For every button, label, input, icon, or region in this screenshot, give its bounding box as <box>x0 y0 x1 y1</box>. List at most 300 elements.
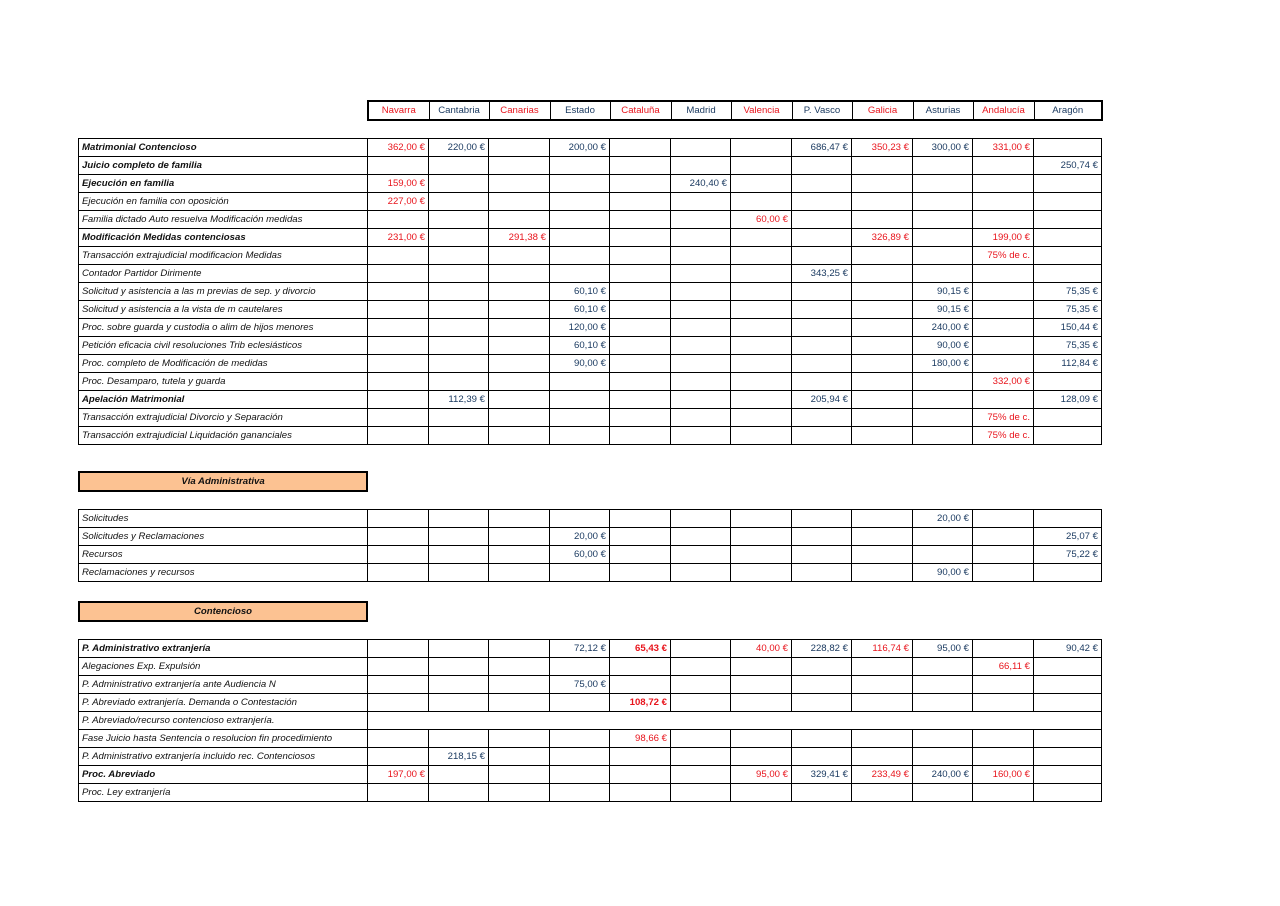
fee-cell-galicia <box>852 730 913 748</box>
via-administrativa-table <box>78 509 1102 582</box>
table-row <box>79 766 1102 784</box>
section-title-contencioso: Contencioso <box>78 601 368 622</box>
fee-cell-estado <box>550 391 610 409</box>
row-label: Transacción extrajudicial Liquidación gananciales <box>79 427 368 445</box>
fee-cell-cantabria <box>429 427 489 445</box>
fee-cell-cataluna: 65,43 € <box>610 640 671 658</box>
fee-cell-p-vasco: 205,94 € <box>792 391 852 409</box>
fee-cell-cataluna <box>610 193 671 211</box>
table-row <box>79 319 1102 337</box>
fee-cell-p-vasco: 329,41 € <box>792 766 852 784</box>
fee-cell-valencia <box>731 283 792 301</box>
fee-cell-cantabria <box>429 355 489 373</box>
fee-cell-navarra <box>368 730 429 748</box>
fee-cell-andalucia: 75% de c. <box>973 247 1034 265</box>
fee-cell-valencia <box>731 391 792 409</box>
fee-cell-madrid <box>671 391 731 409</box>
fee-cell-andalucia <box>973 337 1034 355</box>
table-row <box>79 528 1102 546</box>
fee-cell-estado <box>550 211 610 229</box>
fee-cell-galicia: 233,49 € <box>852 766 913 784</box>
region-header-galicia: Galicia <box>852 101 913 120</box>
fee-cell-navarra <box>368 409 429 427</box>
fee-cell-cantabria <box>429 784 489 802</box>
fee-cell-p-vasco <box>792 427 852 445</box>
fee-cell-canarias <box>489 546 550 564</box>
table-row <box>79 409 1102 427</box>
table-row <box>79 640 1102 658</box>
fee-cell-estado <box>550 784 610 802</box>
fee-cell-asturias <box>913 265 973 283</box>
fee-cell-valencia <box>731 694 792 712</box>
fee-cell-madrid <box>671 301 731 319</box>
contencioso-fees-table <box>78 639 1102 802</box>
fee-cell-canarias <box>489 676 550 694</box>
region-header-estado: Estado <box>550 101 610 120</box>
fee-cell-cataluna <box>610 546 671 564</box>
row-label: Transacción extrajudicial Divorcio y Separación <box>79 409 368 427</box>
fee-cell-valencia <box>731 229 792 247</box>
fee-cell-aragon <box>1034 676 1102 694</box>
fee-cell-cantabria <box>429 319 489 337</box>
fee-cell-valencia <box>731 510 792 528</box>
row-label: Solicitudes y Reclamaciones <box>79 528 368 546</box>
fee-cell-estado <box>550 157 610 175</box>
fee-cell-madrid <box>671 193 731 211</box>
fee-cell-galicia <box>852 337 913 355</box>
row-label: Solicitudes <box>79 510 368 528</box>
fee-cell-navarra: 231,00 € <box>368 229 429 247</box>
fee-cell-navarra <box>368 676 429 694</box>
fee-cell-cataluna <box>610 229 671 247</box>
fee-cell-cataluna: 108,72 € <box>610 694 671 712</box>
fee-cell-andalucia <box>973 676 1034 694</box>
fee-cell-navarra <box>368 784 429 802</box>
fee-cell-andalucia: 75% de c. <box>973 427 1034 445</box>
fee-cell-asturias: 180,00 € <box>913 355 973 373</box>
fee-cell-madrid <box>671 766 731 784</box>
fee-cell-aragon: 75,35 € <box>1034 301 1102 319</box>
fee-cell-galicia <box>852 409 913 427</box>
fee-cell-cataluna <box>610 319 671 337</box>
fee-cell-cataluna <box>610 766 671 784</box>
fee-cell-cataluna <box>610 301 671 319</box>
region-header-andalucia: Andalucía <box>973 101 1034 120</box>
fee-cell-madrid <box>671 427 731 445</box>
fee-cell-aragon <box>1034 784 1102 802</box>
fee-cell-cantabria <box>429 283 489 301</box>
fee-cell-cantabria <box>429 766 489 784</box>
fee-cell-p-vasco <box>792 564 852 582</box>
fee-cell-estado <box>550 427 610 445</box>
fee-cell-estado <box>550 175 610 193</box>
fee-cell-canarias <box>489 766 550 784</box>
fee-cell-p-vasco <box>792 748 852 766</box>
fee-cell-asturias <box>913 211 973 229</box>
fee-cell-asturias: 240,00 € <box>913 319 973 337</box>
fee-cell-valencia <box>731 748 792 766</box>
fee-cell-valencia <box>731 355 792 373</box>
fee-cell-valencia <box>731 319 792 337</box>
fee-cell-p-vasco <box>792 784 852 802</box>
fee-cell-aragon <box>1034 265 1102 283</box>
fee-cell-aragon: 150,44 € <box>1034 319 1102 337</box>
fee-cell-cataluna <box>610 564 671 582</box>
fee-cell-asturias: 90,00 € <box>913 564 973 582</box>
fee-cell-cantabria <box>429 157 489 175</box>
table-row <box>79 510 1102 528</box>
fee-cell-navarra <box>368 640 429 658</box>
fee-cell-aragon <box>1034 373 1102 391</box>
fee-cell-estado <box>550 730 610 748</box>
fee-cell-valencia <box>731 373 792 391</box>
fee-cell-canarias <box>489 640 550 658</box>
row-label: Recursos <box>79 546 368 564</box>
row-label: P. Administrativo extranjería incluido rec. Contenciosos <box>79 748 368 766</box>
fee-cell-valencia <box>731 546 792 564</box>
fee-cell-andalucia <box>973 301 1034 319</box>
fee-cell-galicia <box>852 355 913 373</box>
fee-cell-estado <box>550 409 610 427</box>
table-row <box>79 157 1102 175</box>
fee-cell-galicia <box>852 694 913 712</box>
fee-cell-estado: 60,10 € <box>550 301 610 319</box>
fee-cell-andalucia <box>973 175 1034 193</box>
fee-cell-asturias <box>913 157 973 175</box>
fee-cell-andalucia <box>973 730 1034 748</box>
fee-cell-navarra <box>368 211 429 229</box>
fee-cell-valencia <box>731 676 792 694</box>
fee-cell-galicia <box>852 319 913 337</box>
fee-cell-madrid <box>671 283 731 301</box>
fee-cell-p-vasco <box>792 730 852 748</box>
fee-cell-cataluna <box>610 391 671 409</box>
fee-cell-valencia <box>731 265 792 283</box>
fee-cell-estado: 20,00 € <box>550 528 610 546</box>
fee-cell-cataluna <box>610 427 671 445</box>
fee-cell-galicia <box>852 546 913 564</box>
fee-cell-galicia <box>852 658 913 676</box>
fee-cell-andalucia <box>973 528 1034 546</box>
row-label: P. Abreviado/recurso contencioso extranjería. <box>79 712 368 730</box>
region-header-cataluna: Cataluña <box>610 101 671 120</box>
region-header-row <box>367 100 1103 121</box>
fee-cell-galicia <box>852 784 913 802</box>
fee-cell-p-vasco <box>792 283 852 301</box>
table-row <box>79 265 1102 283</box>
fee-cell-madrid <box>671 319 731 337</box>
fee-cell-navarra <box>368 301 429 319</box>
fee-cell-canarias <box>489 139 550 157</box>
row-label: Ejecución en familia con oposición <box>79 193 368 211</box>
fee-cell-madrid <box>671 748 731 766</box>
fee-cell-galicia <box>852 564 913 582</box>
row-label: P. Administrativo extranjería ante Audiencia N <box>79 676 368 694</box>
fee-cell-andalucia <box>973 157 1034 175</box>
row-label: P. Abreviado extranjería. Demanda o Contestación <box>79 694 368 712</box>
region-header-valencia: Valencia <box>731 101 792 120</box>
fee-cell-aragon <box>1034 748 1102 766</box>
table-row <box>79 391 1102 409</box>
row-label: Familia dictado Auto resuelva Modificación medidas <box>79 211 368 229</box>
fee-cell-estado <box>550 265 610 283</box>
fee-cell-asturias <box>913 175 973 193</box>
fee-cell-navarra: 362,00 € <box>368 139 429 157</box>
fee-cell-canarias <box>489 658 550 676</box>
row-label: Proc. completo de Modificación de medidas <box>79 355 368 373</box>
table-row <box>79 337 1102 355</box>
fee-cell-estado <box>550 373 610 391</box>
fee-cell-valencia <box>731 301 792 319</box>
fee-cell-madrid <box>671 640 731 658</box>
fee-cell-p-vasco <box>792 528 852 546</box>
fee-cell-navarra <box>368 247 429 265</box>
fee-cell-asturias <box>913 694 973 712</box>
fee-cell-valencia <box>731 337 792 355</box>
fee-cell-asturias: 90,15 € <box>913 301 973 319</box>
fee-cell-cantabria: 220,00 € <box>429 139 489 157</box>
fee-cell-canarias <box>489 694 550 712</box>
fee-cell-navarra <box>368 319 429 337</box>
fee-cell-andalucia <box>973 564 1034 582</box>
fee-cell-andalucia <box>973 748 1034 766</box>
fee-cell-madrid <box>671 265 731 283</box>
fee-cell-galicia <box>852 301 913 319</box>
fee-cell-galicia <box>852 510 913 528</box>
fee-cell-cantabria <box>429 510 489 528</box>
fee-cell-andalucia <box>973 319 1034 337</box>
row-label: Solicitud y asistencia a la vista de m cautelares <box>79 301 368 319</box>
fee-cell-madrid <box>671 676 731 694</box>
table-row <box>79 355 1102 373</box>
row-label: Ejecución en familia <box>79 175 368 193</box>
table-row <box>79 676 1102 694</box>
fee-cell-cataluna <box>610 265 671 283</box>
region-header-p-vasco: P. Vasco <box>792 101 852 120</box>
fee-cell-madrid <box>671 211 731 229</box>
fee-cell-madrid <box>671 528 731 546</box>
fee-cell-madrid <box>671 373 731 391</box>
fee-cell-cantabria <box>429 564 489 582</box>
fee-cell-p-vasco <box>792 337 852 355</box>
fee-cell-aragon <box>1034 211 1102 229</box>
fee-cell-navarra <box>368 157 429 175</box>
fee-cell-estado: 60,00 € <box>550 546 610 564</box>
fee-cell-valencia <box>731 784 792 802</box>
region-header-cantabria: Cantabria <box>429 101 489 120</box>
fee-cell-canarias: 291,38 € <box>489 229 550 247</box>
fee-cell-p-vasco <box>792 676 852 694</box>
fee-cell-canarias <box>489 373 550 391</box>
fee-cell-cataluna <box>610 355 671 373</box>
fee-cell-asturias <box>913 247 973 265</box>
table-row <box>79 730 1102 748</box>
fee-cell-galicia <box>852 193 913 211</box>
fee-cell-andalucia <box>973 355 1034 373</box>
fee-cell-estado <box>550 748 610 766</box>
fee-cell-asturias <box>913 193 973 211</box>
fee-cell-aragon <box>1034 139 1102 157</box>
fee-cell-cantabria <box>429 265 489 283</box>
fee-cell-p-vasco <box>792 510 852 528</box>
fee-cell-asturias: 95,00 € <box>913 640 973 658</box>
fee-cell-asturias <box>913 546 973 564</box>
fee-cell-valencia <box>731 409 792 427</box>
fee-cell-canarias <box>489 391 550 409</box>
fee-cell-cataluna <box>610 157 671 175</box>
fee-cell-cantabria: 112,39 € <box>429 391 489 409</box>
fee-cell-cantabria <box>429 730 489 748</box>
fee-cell-cantabria <box>429 640 489 658</box>
fee-cell-valencia <box>731 730 792 748</box>
fee-cell-navarra: 159,00 € <box>368 175 429 193</box>
fee-cell-andalucia <box>973 391 1034 409</box>
fee-cell-asturias <box>913 676 973 694</box>
row-label: Solicitud y asistencia a las m previas de sep. y divorcio <box>79 283 368 301</box>
fee-cell-navarra <box>368 748 429 766</box>
fee-cell-estado <box>550 694 610 712</box>
fee-cell-asturias <box>913 748 973 766</box>
fee-cell-aragon <box>1034 564 1102 582</box>
fee-cell-andalucia <box>973 784 1034 802</box>
fee-cell-estado <box>550 564 610 582</box>
row-label: Proc. Ley extranjería <box>79 784 368 802</box>
fee-cell-aragon <box>1034 766 1102 784</box>
table-row <box>79 193 1102 211</box>
fee-cell-galicia <box>852 528 913 546</box>
fee-cell-cataluna <box>610 283 671 301</box>
table-row <box>79 427 1102 445</box>
fee-cell-cataluna <box>610 528 671 546</box>
fee-cell-madrid <box>671 337 731 355</box>
fee-cell-canarias <box>489 193 550 211</box>
fee-cell-cataluna <box>610 247 671 265</box>
fee-cell-cataluna <box>610 373 671 391</box>
fee-cell-cantabria <box>429 694 489 712</box>
fee-cell-p-vasco <box>792 409 852 427</box>
fee-cell-canarias <box>489 564 550 582</box>
fee-cell-asturias <box>913 391 973 409</box>
fee-cell-aragon: 75,35 € <box>1034 283 1102 301</box>
fee-cell-estado: 200,00 € <box>550 139 610 157</box>
fee-cell-madrid <box>671 658 731 676</box>
fee-cell-valencia <box>731 427 792 445</box>
fee-cell-canarias <box>489 157 550 175</box>
fee-cell-navarra: 197,00 € <box>368 766 429 784</box>
fee-cell-andalucia <box>973 546 1034 564</box>
fee-cell-navarra <box>368 427 429 445</box>
fee-cell-valencia <box>731 193 792 211</box>
row-label: Apelación Matrimonial <box>79 391 368 409</box>
fee-cell-asturias <box>913 373 973 391</box>
table-row <box>79 546 1102 564</box>
fee-cell-canarias <box>489 510 550 528</box>
fee-cell-navarra <box>368 355 429 373</box>
fee-cell-andalucia <box>973 265 1034 283</box>
fee-cell-aragon <box>1034 510 1102 528</box>
table-row <box>79 139 1102 157</box>
fee-cell-galicia <box>852 391 913 409</box>
row-label: Juicio completo de familia <box>79 157 368 175</box>
fee-cell-asturias <box>913 229 973 247</box>
fee-cell-aragon <box>1034 730 1102 748</box>
fee-cell-valencia <box>731 175 792 193</box>
fee-cell-valencia <box>731 658 792 676</box>
fee-cell-aragon <box>1034 409 1102 427</box>
fee-cell-aragon <box>1034 427 1102 445</box>
fee-cell-madrid <box>671 694 731 712</box>
fee-cell-valencia <box>731 139 792 157</box>
row-label: Transacción extrajudicial modificacion Medidas <box>79 247 368 265</box>
fee-cell-canarias <box>489 301 550 319</box>
region-header-navarra: Navarra <box>368 101 429 120</box>
fee-cell-madrid <box>671 247 731 265</box>
fee-cell-asturias <box>913 528 973 546</box>
fee-cell-galicia <box>852 157 913 175</box>
fee-cell-cataluna <box>610 784 671 802</box>
fee-cell-galicia <box>852 175 913 193</box>
fee-cell-aragon: 75,22 € <box>1034 546 1102 564</box>
fee-cell-navarra <box>368 510 429 528</box>
fee-cell-valencia <box>731 564 792 582</box>
fee-cell-cataluna <box>610 676 671 694</box>
fee-cell-canarias <box>489 784 550 802</box>
fee-cell-aragon: 112,84 € <box>1034 355 1102 373</box>
table-row <box>79 712 1102 730</box>
table-row <box>79 283 1102 301</box>
fee-cell-canarias <box>489 337 550 355</box>
fee-cell-aragon: 25,07 € <box>1034 528 1102 546</box>
region-header-canarias: Canarias <box>489 101 550 120</box>
fee-cell-asturias: 240,00 € <box>913 766 973 784</box>
table-row <box>79 211 1102 229</box>
fee-cell-cataluna <box>610 748 671 766</box>
fee-cell-cantabria <box>429 676 489 694</box>
fee-cell-p-vasco: 343,25 € <box>792 265 852 283</box>
familia-fees-table <box>78 138 1102 445</box>
row-label: Reclamaciones y recursos <box>79 564 368 582</box>
fee-cell-canarias <box>489 175 550 193</box>
fee-cell-p-vasco <box>792 193 852 211</box>
fee-cell-madrid <box>671 157 731 175</box>
fee-cell-asturias <box>913 409 973 427</box>
fee-cell-cantabria <box>429 229 489 247</box>
fee-cell-canarias <box>489 283 550 301</box>
fee-cell-p-vasco <box>792 157 852 175</box>
fee-cell-estado <box>550 510 610 528</box>
fee-cell-andalucia <box>973 640 1034 658</box>
fee-cell-navarra: 227,00 € <box>368 193 429 211</box>
row-label: Alegaciones Exp. Expulsión <box>79 658 368 676</box>
fee-cell-madrid <box>671 409 731 427</box>
fee-cell-estado <box>550 766 610 784</box>
fee-cell-galicia <box>852 373 913 391</box>
row-label: Petición eficacia civil resoluciones Trib eclesiásticos <box>79 337 368 355</box>
fee-cell-navarra <box>368 694 429 712</box>
row-label: Modificación Medidas contenciosas <box>79 229 368 247</box>
fee-cell-canarias <box>489 748 550 766</box>
table-row <box>79 175 1102 193</box>
fee-cell-valencia: 40,00 € <box>731 640 792 658</box>
fee-cell-cantabria <box>429 247 489 265</box>
fee-cell-galicia: 116,74 € <box>852 640 913 658</box>
fee-cell-cataluna <box>610 175 671 193</box>
fee-cell-galicia <box>852 265 913 283</box>
fee-cell-asturias <box>913 784 973 802</box>
fee-cell-navarra <box>368 658 429 676</box>
region-header-madrid: Madrid <box>671 101 731 120</box>
fee-cell-andalucia: 66,11 € <box>973 658 1034 676</box>
